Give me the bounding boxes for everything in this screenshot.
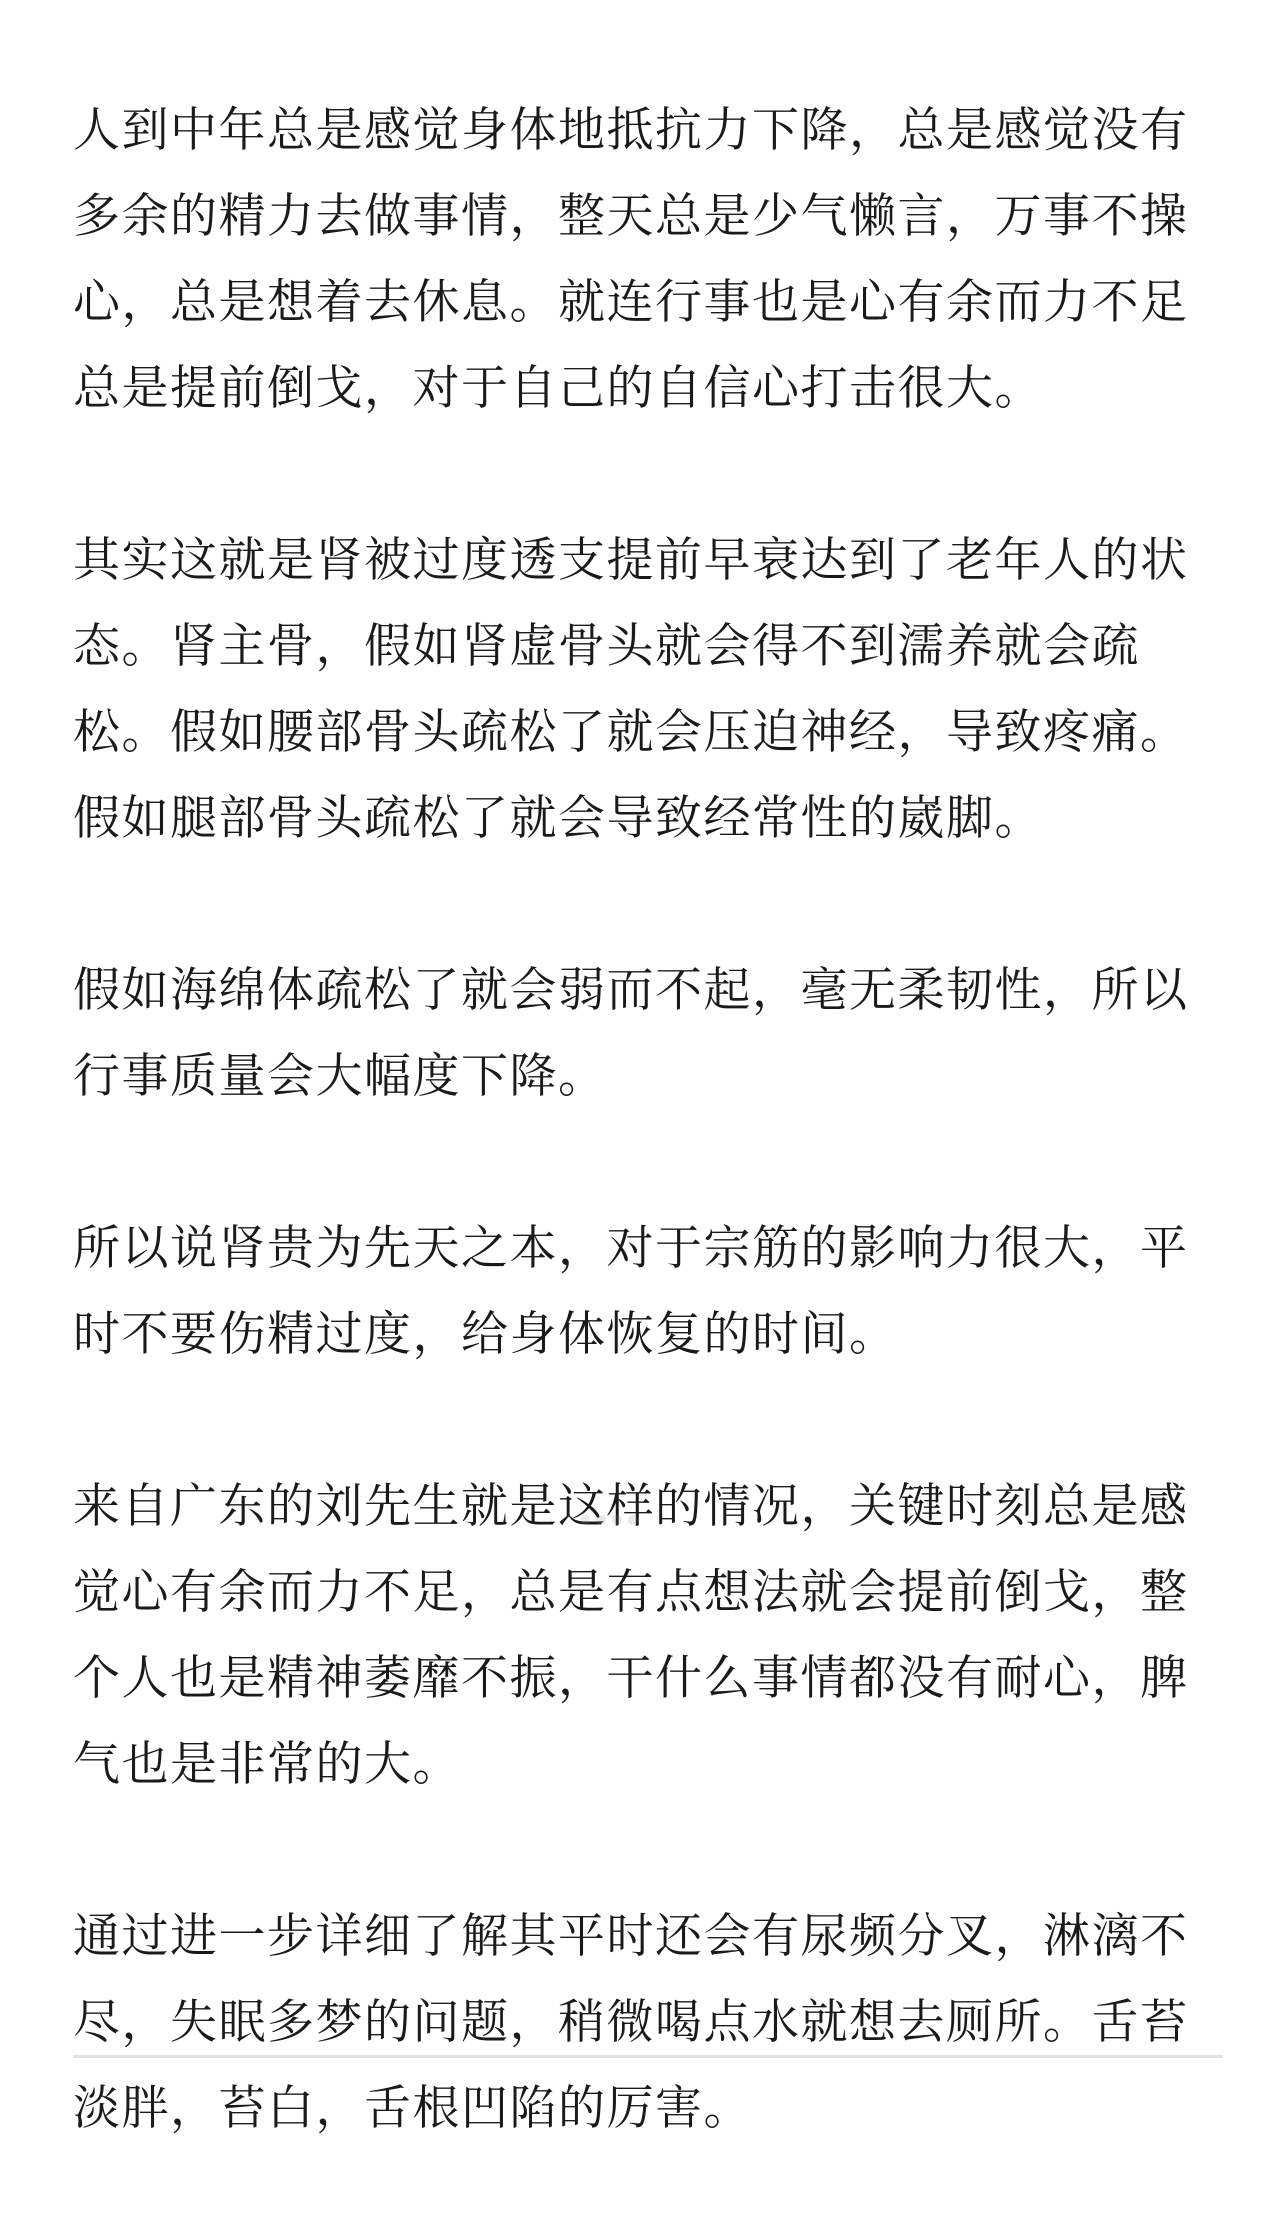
watermark-dot xyxy=(628,1515,638,1525)
article-body xyxy=(73,88,1223,2238)
watermark-dots xyxy=(580,1505,660,1535)
watermark-dot xyxy=(612,1515,622,1525)
paragraph-5: 来自广东的刘先生就是这样的情况，关键时刻总是感觉心有余而力不足，总是有点想法就会提前倒戈，整个人也是精神萎靡不振，干什么事情都没有耐心，脾气也是非常的大。 xyxy=(73,1479,1189,1792)
paragraph-3: 假如海绵体疏松了就会弱而不起，毫无柔韧性，所以行事质量会大幅度下降。 xyxy=(73,963,1189,1104)
watermark-dot xyxy=(580,1515,590,1525)
paragraph-2: 其实这就是肾被过度透支提前早衰达到了老年人的状态。肾主骨，假如肾虚骨头就会得不到濡养就会疏松。假如腰部骨头疏松了就会压迫神经，导致疼痛。假如腿部骨头疏松了就会导致经常性的崴脚。 xyxy=(73,533,1189,846)
paragraph-4: 所以说肾贵为先天之本，对于宗筋的影响力很大，平时不要伤精过度，给身体恢复的时间。 xyxy=(73,1221,1189,1362)
paragraph-6: 通过进一步详细了解其平时还会有尿频分叉，淋漓不尽，失眠多梦的问题，稍微喝点水就想去厕所。舌苔淡胖，苔白，舌根凹陷的厉害。 xyxy=(73,1909,1189,2136)
paragraph-1: 人到中年总是感觉身体地抵抗力下降，总是感觉没有多余的精力去做事情，整天总是少气懒言，万事不操心，总是想着去休息。就连行事也是心有余而力不足总是提前倒戈，对于自己的自信心打击很大。 xyxy=(73,103,1189,416)
bottom-divider xyxy=(73,2055,1223,2058)
watermark-dot xyxy=(596,1515,606,1525)
